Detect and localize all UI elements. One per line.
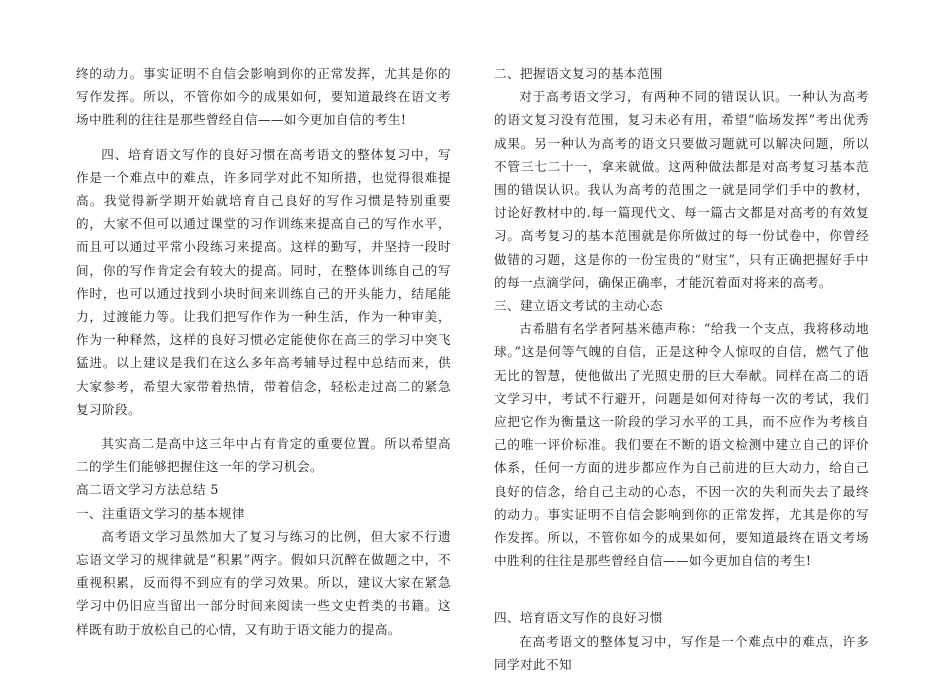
document-page [0, 62, 950, 672]
section-title: 高二语文学习方法总结 5 [76, 482, 219, 498]
paragraph: 古希腊有名学者阿基米德声称：“给我一个支点，我将移动地球。”这是何等气魄的自信，正是这种令人惊叹的自信，燃气了他无比的智慧，使他做出了光照史册的巨大奉献。同样在高二的语文学习中，考试不行避开，问题是如何对待每一次的考试，我们应把它作为衡量这一阶段的学习水平的工具，而不应作为考核自己的唯一评价标准。我们要在不断的语文检测中建立自己的评价体系，任何一方面的进步都应作为自己前进的巨大动力，给自己良好的信念，给自己主动的心态，不因一次的失利而失去了最终的动力。事实证明不自信会影响到你的正常发挥，尤其是你的写作发挥。所以，不管你如今的成果如何，要知道最终在语文考场中胜利的往往是那些曾经自信——如今更加自信的考生! [494, 321, 869, 569]
section-heading: 四、培育语文写作的良好习惯 [494, 610, 663, 626]
section-heading: 一、注重语文学习的基本规律 [76, 505, 245, 521]
section-heading: 三、建立语文考试的主动心态 [494, 298, 663, 314]
paragraph: 对于高考语文学习，有两种不同的错误认识。一种认为高考的语文复习没有范围，复习未必有用，希望“临场发挥”考出优秀成果。另一种认为高考的语文只要做习题就可以解决问题，所以不管三七二十一，拿来就做。这两种做法都是对高考复习基本范围的错误认识。我认为高考的范围之一就是同学们手中的教材，讨论好教材中的.每一篇现代文、每一篇古文都是对高考的有效复习。高考复习的基本范围就是你所做过的每一份试卷中，你曾经做错的习题，这是你的一份宝贵的“财宝”，只有正确把握好手中的每一点滴学问，确保正确率，才能沉着面对将来的高考。 [494, 89, 869, 290]
left-column [76, 62, 451, 641]
paragraph: 其实高二是高中这三年中占有肯定的重要位置。所以希望高二的学生们能够把握住这一年的学习机会。 [76, 436, 451, 475]
paragraph: 四、培育语文写作的良好习惯在高考语文的整体复习中，写作是一个难点中的难点，许多同学对此不知所措，也觉得很难提高。我觉得新学期开始就培育自己良好的写作习惯是特别重要的，大家不但可以通过课堂的习作训练来提高自己的写作水平，而且可以通过平常小段练习来提高。这样的勤写，并坚持一段时间，你的写作肯定会有较大的提高。同时，在整体训练自己的写作时，也可以通过找到小块时间来训练自己的开头能力，结尾能力，过渡能力等。让我们把写作作为一种生活，作为一种审美，作为一种释然，这样的良好习惯必定能使你在高三的学习中突飞猛进。以上建议是我们在这么多年高考辅导过程中总结而来，供大家参考，希望大家带着热情，带着信念，轻松走过高二的紧急复习阶段。 [76, 146, 451, 417]
section-heading: 二、把握语文复习的基本范围 [494, 66, 663, 81]
paragraph: 终的动力。事实证明不自信会影响到你的正常发挥，尤其是你的写作发挥。所以，不管你如今的成果如何，要知道最终在语文考场中胜利的往往是那些曾经自信——如今更加自信的考生! [76, 66, 451, 128]
paragraph: 在高考语文的整体复习中，写作是一个难点中的难点，许多同学对此不知 [494, 633, 869, 672]
paragraph: 高考语文学习虽然加大了复习与练习的比例，但大家不行遗忘语文学习的规律就是“积累”两字。假如只沉醉在做题之中，不重视积累，反而得不到应有的学习效果。所以，建议大家在紧急学习中仍旧应当留出一部分时间来阅读一些文史哲类的书籍。这样既有助于放松自己的心情，又有助于语文能力的提高。 [76, 528, 451, 637]
right-column [494, 62, 869, 676]
